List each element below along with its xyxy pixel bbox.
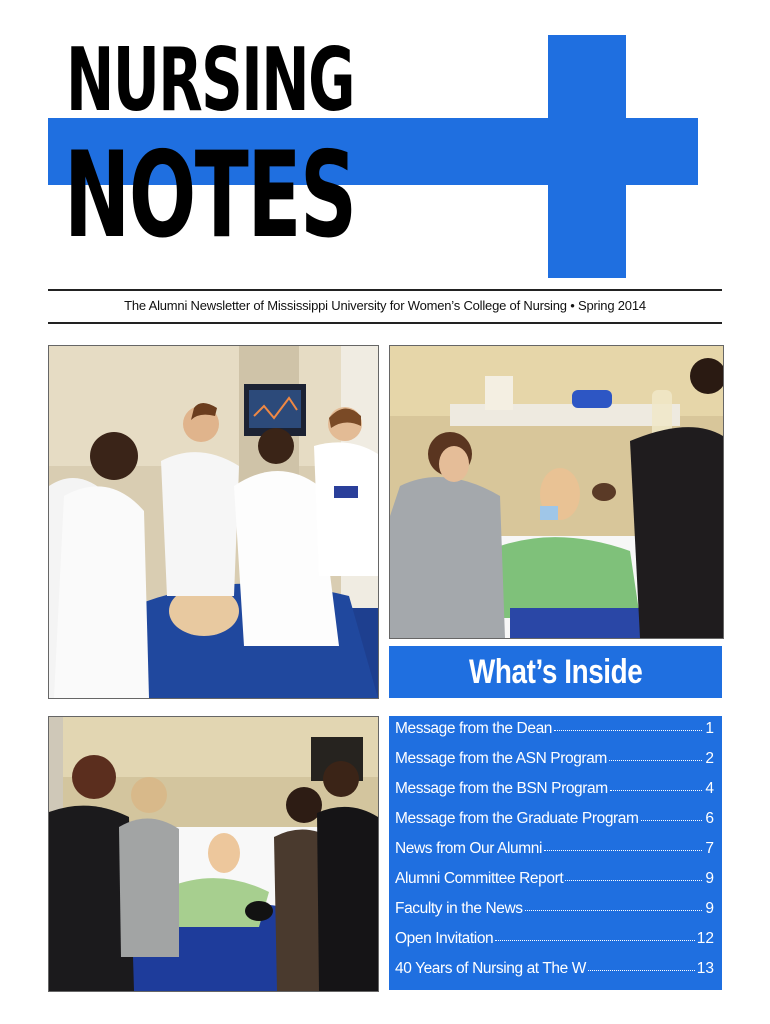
- toc-leader-dots: [544, 850, 702, 851]
- toc-item-title: Message from the BSN Program: [395, 780, 608, 797]
- toc-item-title: Message from the Graduate Program: [395, 810, 639, 827]
- toc-leader-dots: [565, 880, 702, 881]
- toc-item[interactable]: [395, 900, 714, 930]
- photo-students-simulation-3: [48, 716, 379, 992]
- toc-item[interactable]: [395, 870, 714, 900]
- toc-item-page: 9: [705, 900, 714, 917]
- toc-leader-dots: [525, 910, 702, 911]
- toc-item-page: 4: [705, 780, 714, 797]
- masthead-title-line1: NURSING: [66, 30, 354, 132]
- cross-logo-vertical: [548, 35, 626, 278]
- toc-item[interactable]: [395, 810, 714, 840]
- toc-item-page: 2: [705, 750, 714, 767]
- toc-item[interactable]: [395, 840, 714, 870]
- toc-item-title: Message from the Dean: [395, 720, 553, 737]
- toc-item-title: 40 Years of Nursing at The W: [395, 960, 586, 977]
- toc-item-page: 9: [705, 870, 714, 887]
- masthead-title-line2: NOTES: [64, 125, 356, 264]
- photo-students-simulation-2: [389, 345, 724, 639]
- toc-leader-dots: [610, 790, 702, 791]
- toc-item-page: 13: [696, 960, 714, 977]
- toc-leader-dots: [588, 970, 695, 971]
- toc-leader-dots: [641, 820, 702, 821]
- toc-item[interactable]: [395, 960, 714, 990]
- toc-item-page: 6: [705, 810, 714, 827]
- toc-item-title: News from Our Alumni: [395, 840, 543, 857]
- whats-inside-heading: [389, 646, 722, 698]
- table-of-contents: [389, 716, 722, 990]
- toc-item-title: Faculty in the News: [395, 900, 523, 917]
- toc-leader-dots: [554, 730, 702, 731]
- toc-item-title: Open Invitation: [395, 930, 494, 947]
- toc-leader-dots: [609, 760, 702, 761]
- toc-item-page: 7: [705, 840, 714, 857]
- photo-students-simulation-1: [48, 345, 379, 699]
- toc-leader-dots: [495, 940, 694, 941]
- divider-top: [48, 289, 722, 291]
- toc-item[interactable]: [395, 930, 714, 960]
- toc-item[interactable]: [395, 720, 714, 750]
- toc-item-title: Message from the ASN Program: [395, 750, 607, 767]
- toc-item-page: 12: [696, 930, 714, 947]
- toc-item[interactable]: [395, 780, 714, 810]
- toc-item-title: Alumni Committee Report: [395, 870, 564, 887]
- divider-bottom: [48, 322, 722, 324]
- newsletter-subtitle: The Alumni Newsletter of Mississippi University for Women’s College of Nursing • Spring 2014: [124, 298, 646, 313]
- toc-item-page: 1: [705, 720, 714, 737]
- toc-item[interactable]: [395, 750, 714, 780]
- whats-inside-heading-text: What’s Inside: [468, 652, 643, 691]
